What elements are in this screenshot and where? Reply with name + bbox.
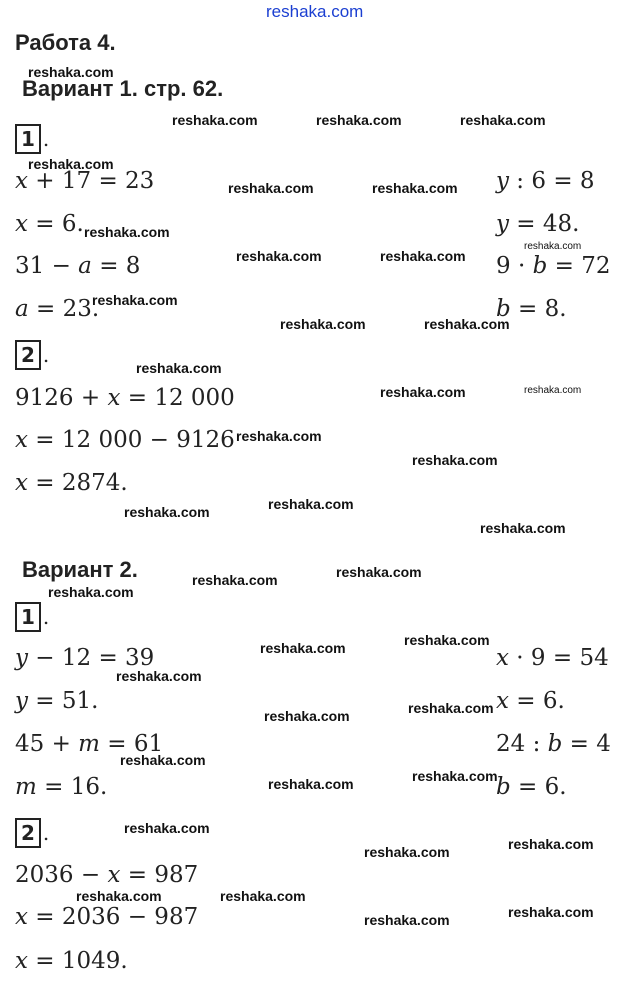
equation-line: x = 2874. [15,470,128,496]
watermark: reshaka.com [508,904,594,920]
equation-line: 24 : b = 4 [496,731,611,757]
equation-line: x = 6. [15,211,84,237]
watermark: reshaka.com [124,504,210,520]
variant1-task1-label: 1 . [15,124,49,154]
equation-line: y − 12 = 39 [15,645,155,671]
watermark: reshaka.com [260,640,346,656]
watermark: reshaka.com [116,668,202,684]
equation-line: x + 17 = 23 [15,168,155,194]
watermark: reshaka.com [268,776,354,792]
watermark: reshaka.com [228,180,314,196]
variant2-task2-label: 2 . [15,818,49,848]
watermark: reshaka.com [508,836,594,852]
watermark: reshaka.com [220,888,306,904]
watermark: reshaka.com [28,64,114,80]
task-number-box: 1 [15,124,41,154]
watermark: reshaka.com [404,632,490,648]
watermark: reshaka.com [280,316,366,332]
equation-line: b = 8. [496,296,567,322]
watermark: reshaka.com [120,752,206,768]
watermark: reshaka.com [136,360,222,376]
watermark: reshaka.com [412,768,498,784]
watermark: reshaka.com [372,180,458,196]
watermark: reshaka.com [408,700,494,716]
watermark: reshaka.com [84,224,170,240]
watermark: reshaka.com [124,820,210,836]
watermark: reshaka.com [172,112,258,128]
watermark: reshaka.com [424,316,510,332]
watermark: reshaka.com [480,520,566,536]
equation-line: y = 48. [496,211,580,237]
watermark: reshaka.com [364,844,450,860]
watermark: reshaka.com [192,572,278,588]
variant1-title: Вариант 1. стр. 62. [22,76,224,101]
watermark: reshaka.com [380,384,466,400]
equation-line: a = 23. [15,296,100,322]
equation-line: x · 9 = 54 [496,645,609,671]
watermark: reshaka.com [460,112,546,128]
equation-line: 31 − a = 8 [15,253,141,279]
watermark: reshaka.com [264,708,350,724]
watermark: reshaka.com [380,248,466,264]
watermark: reshaka.com [268,496,354,512]
equation-line: x = 12 000 − 9126 [15,427,235,453]
equation-line: 45 + m = 61 [15,731,164,757]
watermark: reshaka.com [236,428,322,444]
watermark: reshaka.com [524,385,582,396]
watermark: reshaka.com [76,888,162,904]
equation-line: y : 6 = 8 [496,168,595,194]
watermark: reshaka.com [364,912,450,928]
equation-line: 9126 + x = 12 000 [15,385,235,411]
equation-line: m = 16. [15,774,108,800]
equation-line: x = 2036 − 987 [15,904,199,930]
task-number-box: 1 [15,602,41,632]
equation-line: x = 6. [496,688,565,714]
watermark: reshaka.com [28,156,114,172]
equation-line: b = 6. [496,774,567,800]
watermark: reshaka.com [336,564,422,580]
site-header-watermark: reshaka.com [266,2,364,21]
equation-line: 2036 − x = 987 [15,862,199,888]
task-number-box: 2 [15,818,41,848]
variant2-task1-label: 1 . [15,602,49,632]
watermark: reshaka.com [236,248,322,264]
equation-line: y = 51. [15,688,99,714]
variant2-title: Вариант 2. [22,557,138,582]
work-title: Работа 4. [15,30,116,55]
watermark: reshaka.com [316,112,402,128]
variant1-task2-label: 2 . [15,340,49,370]
watermark: reshaka.com [48,584,134,600]
equation-line: 9 · b = 72 [496,253,611,279]
watermark: reshaka.com [524,241,582,252]
equation-line: x = 1049. [15,948,128,974]
watermark: reshaka.com [412,452,498,468]
watermark: reshaka.com [92,292,178,308]
task-number-box: 2 [15,340,41,370]
